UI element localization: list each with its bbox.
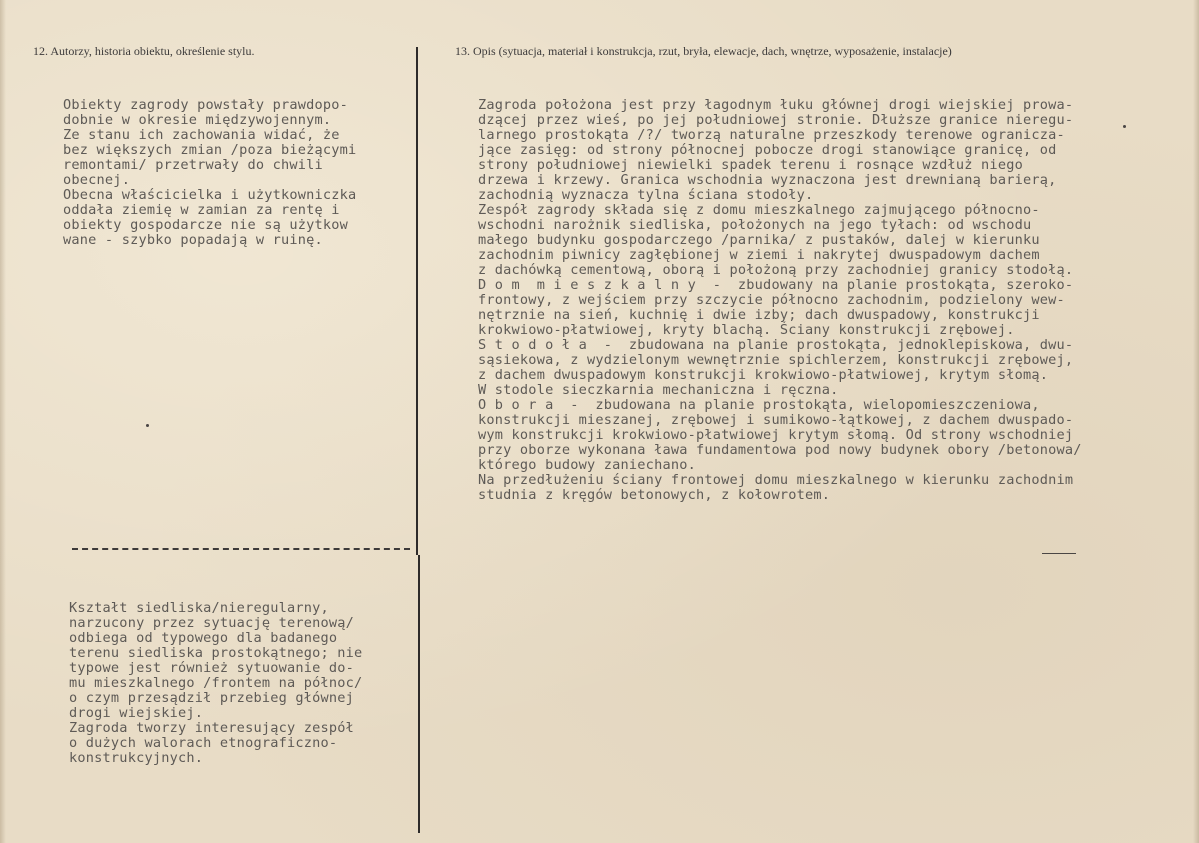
ink-stroke — [1042, 553, 1076, 554]
section-12-header: 12. Autorzy, historia obiektu, określenie stylu. — [33, 44, 255, 58]
column-divider — [416, 47, 418, 555]
section-13-header: 13. Opis (sytuacja, materiał i konstrukcja, rzut, bryła, elewacje, dach, wnętrze, wyposażenie, instalacje) — [455, 44, 952, 58]
paper-edge-left — [0, 0, 6, 843]
dashed-separator — [72, 548, 410, 550]
ink-dot — [1123, 125, 1126, 128]
authors-history-text: Obiekty zagrody powstały prawdopo- dobnie w okresie międzywojennym. Ze stanu ich zachowania widać, że bez większych zmian /poza bieżącymi remontami/ przetrwały do chwili obecnej. Obecna właścicielka i użytkowniczka oddała ziemię w zamian za rentę i obiekty gospodarcze nie są użytkow wane - szybko popadają w ruinę. — [63, 97, 357, 248]
description-text: Zagroda położona jest przy łagodnym łuku głównej drogi wiejskiej prowa- dzącej przez wieś, po jej południowej stronie. Dłuższe granice nieregu- larnego prostokąta /?/ tworzą naturalne przeszkody terenowe ogranicza- jące zasięg: od strony północnej pobocze drogi stanowiące granicę, od strony południowej niewielki spadek terenu i rosnące wzdłuż niego drzewa i krzewy. Granica wschodnia wyznaczona jest drewnianą barierą, zachodnią wyznacza tylna ściana stodoły. Zespół zagrody składa się z domu mieszkalnego zajmującego północno- wschodni narożnik siedliska, położonych na jego tyłach: od wschodu małego budynku gospodarczego /parnika/ z pustaków, dalej w kierunku zachodnim piwnicy zagłębionej w ziemi i nakrytej dwuspadowym dachem z dachówką cementową, oborą i położoną przy zachodniej granicy stodołą. D o m m i e s z k a l n y - zbudowany na planie prostokąta, szeroko- frontowy, z wejściem przy szczycie północno zachodnim, podzielony wew- nętrznie na sień, kuchnię i dwie izby; dach dwuspadowy, konstrukcji krokwiowo-płatwiowej, kryty blachą. Ściany konstrukcji zrębowej. S t o d o ł a - zbudowana na planie prostokąta, jednoklepiskowa, dwu- sąsiekowa, z wydzielonym wewnętrznie spichlerzem, konstrukcji zrębowej, z dachem dwuspadowym konstrukcji krokwiowo-płatwiowej, krytym słomą. W stodole sieczkarnia mechaniczna i ręczna. O b o r a - zbudowana na planie prostokąta, wielopomieszczeniowa, konstrukcji mieszanej, zrębowej i sumikowo-łątkowej, z dachem dwuspado- wym konstrukcji krokwiowo-płatwiowej krytym słomą. Od strony wschodniej przy oborze wykonana ława fundamentowa pod nowy budynek obory /betonowa/ którego budowy zaniechano. Na przedłużeniu ściany frontowej domu mieszkalnego w kierunku zachodnim studnia z kręgów betonowych, z kołowrotem. — [478, 97, 1082, 503]
style-assessment-text: Kształt siedliska/nieregularny, narzucony przez sytuację terenową/ odbiega od typowego dla badanego terenu siedliska prostokątnego; nie typowe jest również sytuowanie do- mu mieszkalnego /frontem na północ/ o czym przesądził przebieg głównej drogi wiejskiej. Zagroda tworzy interesujący zespół o dużych walorach etnograficzno- konstrukcyjnych. — [69, 600, 363, 766]
paper-edge-right — [1193, 0, 1199, 843]
column-divider-lower — [418, 555, 420, 833]
ink-dot — [146, 424, 149, 427]
